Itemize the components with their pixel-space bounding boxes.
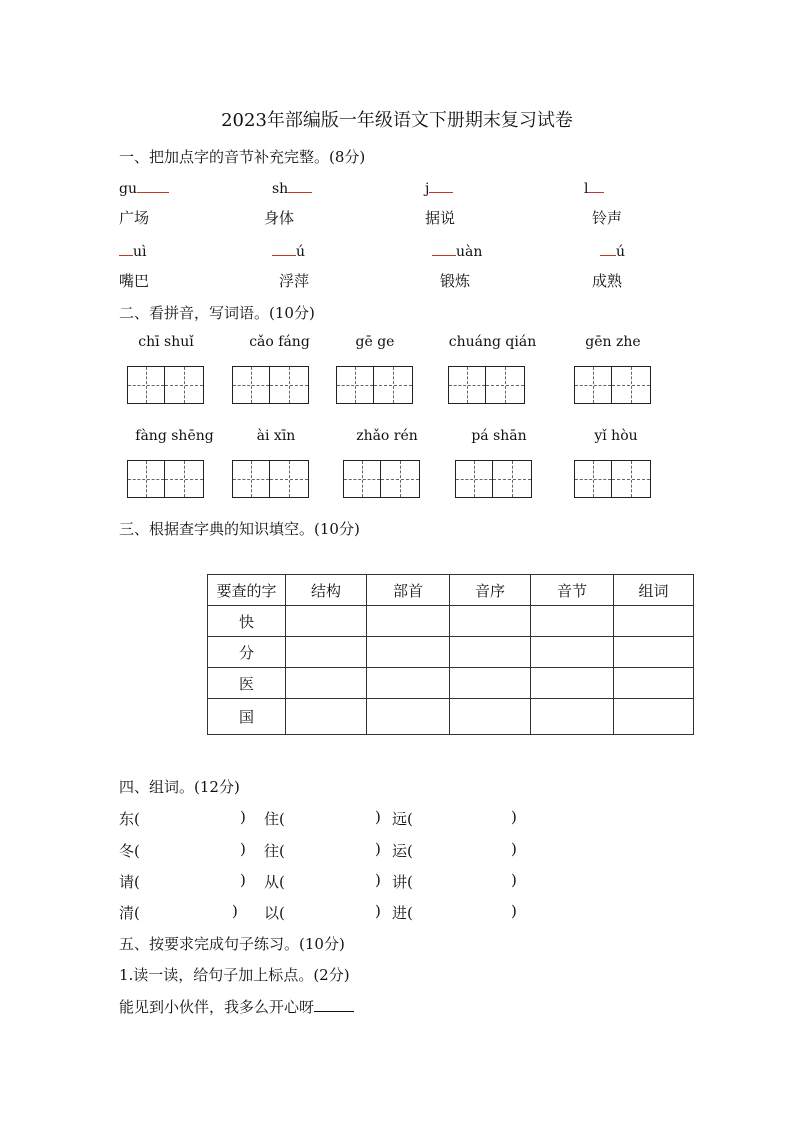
word-item: 锻炼 (440, 272, 471, 290)
close-paren: ) (240, 871, 246, 889)
word-prompt: 讲( (392, 873, 413, 891)
pinyin-label: ài xīn (256, 428, 296, 444)
table-row (208, 606, 694, 637)
answer-line[interactable] (119, 241, 133, 256)
sentence-exercise[interactable]: 能见到小伙伴，我多么开心呀 (119, 996, 354, 1017)
table-header: 结构 (286, 575, 367, 606)
close-paren: ) (511, 871, 517, 889)
word-item: 铃声 (592, 209, 623, 227)
section-5-heading: 五、按要求完成句子练习。(10分) (119, 935, 345, 953)
word-prompt: 冬( (119, 842, 140, 860)
pinyin-label: fàng shēng (135, 428, 214, 444)
close-paren: ) (375, 840, 381, 858)
word-prompt: 请( (119, 873, 140, 891)
answer-line[interactable] (137, 178, 169, 193)
writing-grid[interactable] (343, 460, 420, 498)
answer-line[interactable] (288, 178, 312, 193)
word-prompt: 住( (264, 810, 285, 828)
writing-grid[interactable] (232, 366, 309, 404)
table-header: 音节 (531, 575, 614, 606)
table-char: 医 (208, 668, 286, 699)
answer-cell[interactable] (614, 668, 694, 699)
word-item: 身体 (264, 209, 295, 227)
close-paren: ) (240, 808, 246, 826)
pinyin-blank-3[interactable]: j (425, 178, 453, 197)
answer-cell[interactable] (367, 637, 450, 668)
table-row (208, 699, 694, 735)
close-paren: ) (511, 902, 517, 920)
answer-cell[interactable] (367, 668, 450, 699)
close-paren: ) (375, 902, 381, 920)
table-char: 分 (208, 637, 286, 668)
pinyin-blank-5[interactable]: uì (119, 241, 147, 260)
answer-cell[interactable] (450, 606, 531, 637)
answer-line[interactable] (272, 241, 296, 256)
word-prompt: 运( (392, 842, 413, 860)
section-1-heading: 一、把加点字的音节补充完整。(8分) (119, 148, 366, 166)
section-4-heading: 四、组词。(12分) (119, 778, 240, 796)
table-header: 组词 (614, 575, 694, 606)
answer-cell[interactable] (367, 699, 450, 735)
answer-line[interactable] (600, 241, 616, 256)
word-prompt: 东( (119, 810, 140, 828)
answer-line[interactable] (588, 178, 604, 193)
table-header: 音序 (450, 575, 531, 606)
pinyin-label: zhǎo rén (356, 428, 418, 444)
writing-grid[interactable] (127, 366, 204, 404)
word-prompt: 从( (264, 873, 285, 891)
table-char: 国 (208, 699, 286, 735)
writing-grid[interactable] (232, 460, 309, 498)
writing-grid[interactable] (455, 460, 532, 498)
word-item: 成熟 (592, 272, 623, 290)
section-3-heading: 三、根据查字典的知识填空。(10分) (119, 520, 360, 538)
pinyin-label: chuáng qián (448, 334, 537, 350)
answer-cell[interactable] (614, 637, 694, 668)
answer-line[interactable] (432, 241, 456, 256)
answer-cell[interactable] (286, 699, 367, 735)
word-prompt: 往( (264, 842, 285, 860)
pinyin-blank-4[interactable]: l (584, 178, 604, 197)
table-char: 快 (208, 606, 286, 637)
answer-cell[interactable] (286, 606, 367, 637)
writing-grid[interactable] (127, 460, 204, 498)
writing-grid[interactable] (574, 460, 651, 498)
answer-cell[interactable] (450, 668, 531, 699)
close-paren: ) (375, 808, 381, 826)
close-paren: ) (240, 840, 246, 858)
answer-cell[interactable] (286, 637, 367, 668)
writing-grid[interactable] (336, 366, 413, 404)
close-paren: ) (511, 808, 517, 826)
pinyin-label: chī shuǐ (138, 334, 194, 350)
pinyin-blank-7[interactable]: uàn (432, 241, 482, 260)
answer-cell[interactable] (531, 637, 614, 668)
word-item: 浮萍 (279, 272, 310, 290)
close-paren: ) (375, 871, 381, 889)
writing-grid[interactable] (448, 366, 525, 404)
word-item: 据说 (425, 209, 456, 227)
answer-cell[interactable] (614, 606, 694, 637)
close-paren: ) (511, 840, 517, 858)
pinyin-label: yǐ hòu (594, 428, 638, 444)
pinyin-label: gē ge (355, 334, 395, 350)
table-row (208, 668, 694, 699)
word-prompt: 以( (264, 904, 285, 922)
word-item: 广场 (119, 209, 150, 227)
pinyin-label: cǎo fáng (249, 334, 310, 350)
word-prompt: 清( (119, 904, 140, 922)
answer-cell[interactable] (531, 606, 614, 637)
pinyin-blank-1[interactable]: gu (119, 178, 169, 197)
close-paren: ) (232, 902, 238, 920)
table-header: 部首 (367, 575, 450, 606)
answer-cell[interactable] (614, 699, 694, 735)
page-title: 2023年部编版一年级语文下册期末复习试卷 (221, 110, 573, 131)
table-header: 要查的字 (208, 575, 286, 606)
question-1: 1.读一读，给句子加上标点。(2分) (119, 966, 350, 984)
answer-cell[interactable] (450, 699, 531, 735)
word-prompt: 远( (392, 810, 413, 828)
answer-cell[interactable] (531, 668, 614, 699)
answer-cell[interactable] (531, 699, 614, 735)
answer-cell[interactable] (450, 637, 531, 668)
section-2-heading: 二、看拼音，写词语。(10分) (119, 304, 315, 322)
answer-cell[interactable] (367, 606, 450, 637)
answer-line[interactable] (429, 178, 453, 193)
pinyin-blank-8[interactable]: ú (600, 241, 625, 260)
pinyin-label: pá shān (471, 428, 527, 444)
writing-grid[interactable] (574, 366, 651, 404)
pinyin-label: gēn zhe (585, 334, 641, 350)
dictionary-table (207, 574, 694, 735)
pinyin-blank-6[interactable]: ú (272, 241, 305, 260)
table-row (208, 637, 694, 668)
pinyin-blank-2[interactable]: sh (272, 178, 312, 197)
word-item: 嘴巴 (119, 272, 150, 290)
word-prompt: 进( (392, 904, 413, 922)
answer-cell[interactable] (286, 668, 367, 699)
answer-line[interactable] (314, 997, 354, 1012)
